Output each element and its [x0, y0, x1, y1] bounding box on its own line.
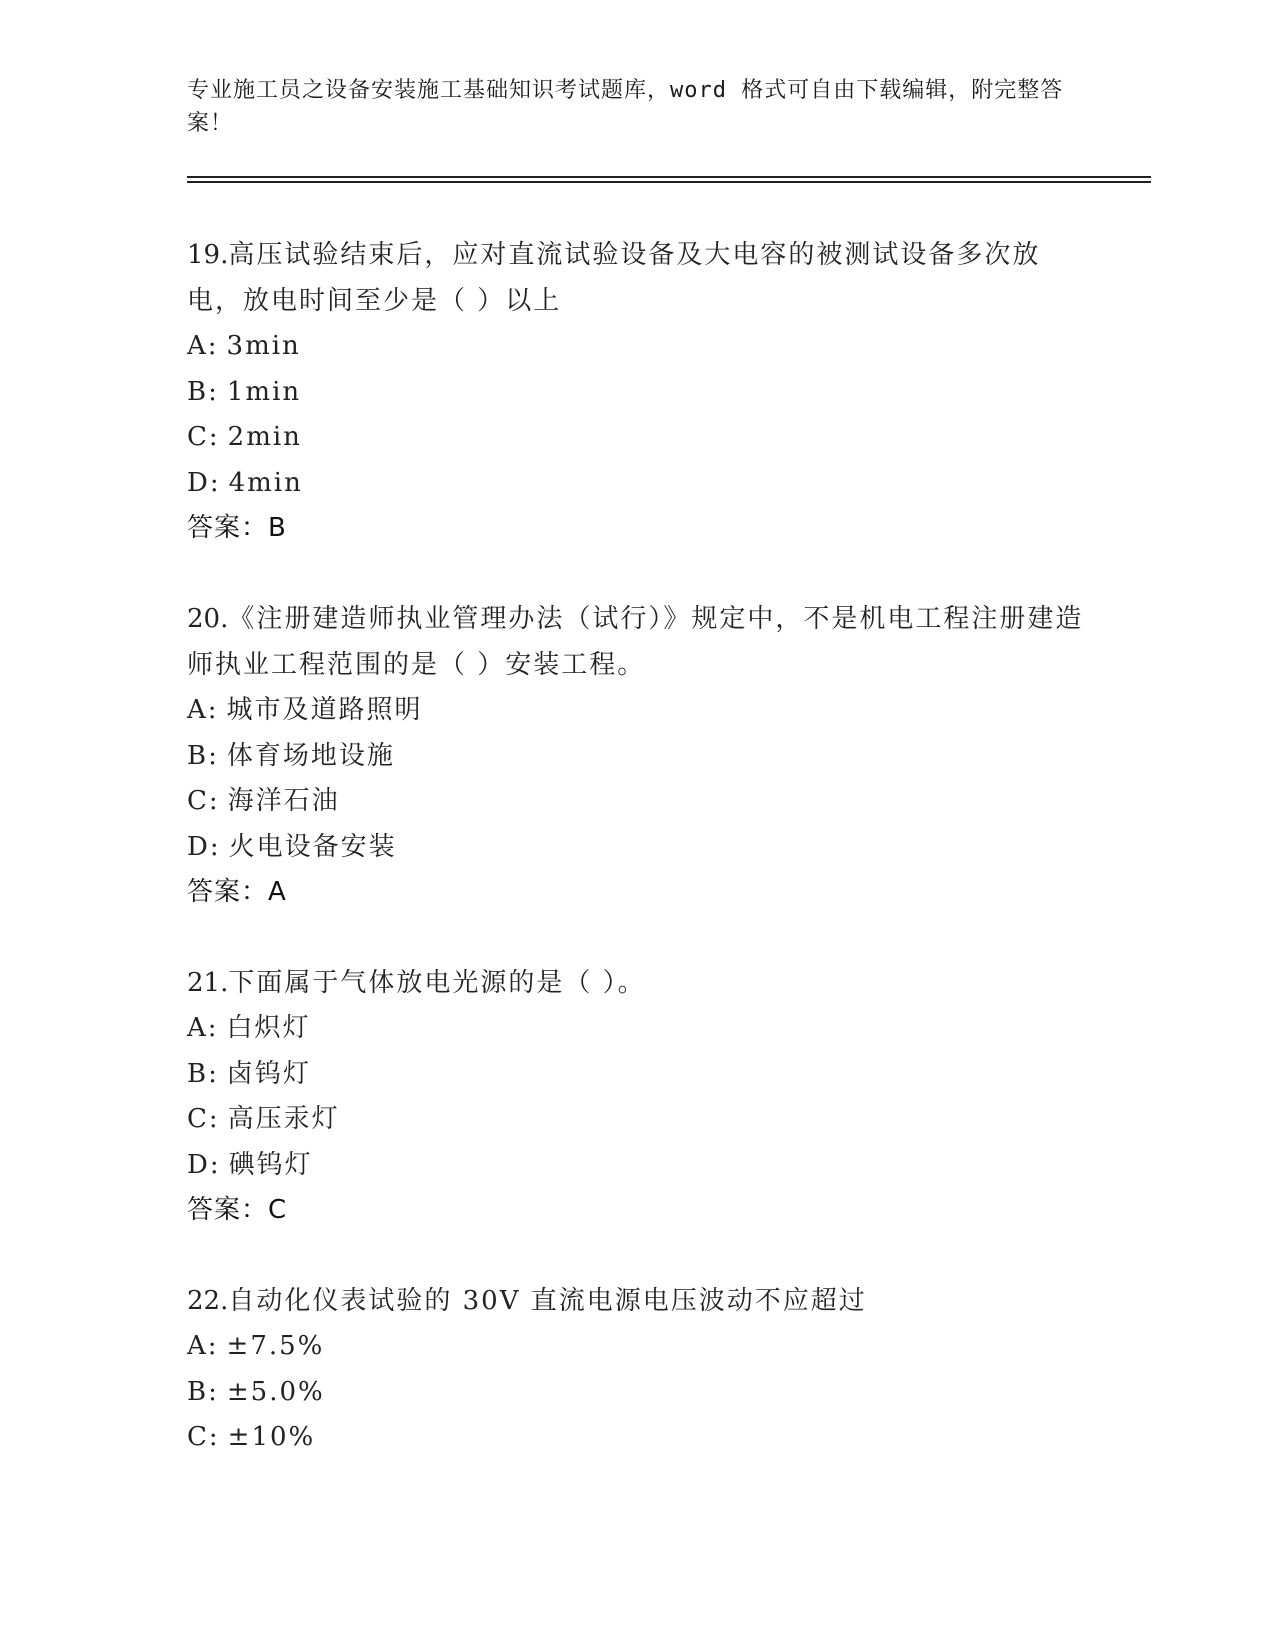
option-label: A:: [187, 1013, 219, 1043]
option-label: B:: [187, 376, 219, 407]
option-text: 海洋石油: [227, 786, 340, 816]
option-a: [187, 688, 1087, 734]
option-text: 火电设备安装: [228, 831, 397, 862]
option-label: C:: [187, 1422, 220, 1452]
question-number: 21.: [187, 968, 229, 998]
option-text: ±7.5%: [226, 1331, 325, 1361]
option-text: ±10%: [227, 1422, 316, 1452]
option-text: 体育场地设施: [226, 740, 395, 771]
option-label: A:: [187, 695, 219, 725]
option-label: C:: [187, 786, 220, 816]
option-b: [187, 1370, 1087, 1416]
question-list: [187, 232, 1087, 1506]
question-text: 高压试验结束后，应对直流试验设备及大电容的被测试设备多次放电，放电时间至少是（ ）以上: [187, 240, 1041, 316]
option-c: [187, 1097, 1087, 1143]
question-number: 20.: [187, 604, 229, 634]
question-number: 19.: [187, 240, 229, 270]
question-stem: [187, 960, 1087, 1006]
option-text: ±5.0%: [226, 1376, 325, 1407]
option-c: [187, 779, 1087, 825]
option-text: 高压汞灯: [227, 1104, 340, 1134]
option-label: B:: [187, 740, 219, 771]
option-label: A:: [187, 1331, 219, 1361]
option-label: D:: [187, 467, 221, 498]
question-20: [187, 596, 1087, 915]
option-b: [187, 734, 1087, 780]
question-21: [187, 960, 1087, 1233]
option-text: 2min: [227, 422, 302, 452]
option-text: 白炽灯: [226, 1013, 311, 1043]
option-label: B:: [187, 1376, 219, 1407]
header-divider-top: [187, 176, 1151, 178]
question-text: 下面属于气体放电光源的是（ ）。: [228, 968, 646, 998]
option-label: A:: [187, 331, 219, 361]
question-text: 《注册建造师执业管理办法（试行）》规定中，不是机电工程注册建造师执业工程范围的是（ ）安装工程。: [187, 604, 1084, 680]
answer-line: 答案：A: [187, 877, 287, 907]
answer-line: 答案：B: [187, 513, 287, 543]
option-label: C:: [187, 1104, 220, 1134]
option-b: [187, 1052, 1087, 1098]
option-text: 3min: [226, 331, 301, 361]
option-text: 碘钨灯: [228, 1149, 313, 1180]
option-d: [187, 825, 1087, 871]
option-label: C:: [187, 422, 220, 452]
question-number: 22.: [187, 1286, 229, 1316]
option-label: D:: [187, 1149, 221, 1180]
option-text: 城市及道路照明: [226, 695, 423, 725]
option-text: 1min: [226, 376, 302, 407]
question-stem: [187, 232, 1087, 324]
option-a: [187, 324, 1087, 370]
option-c: [187, 415, 1087, 461]
option-a: [187, 1006, 1087, 1052]
document-header: 专业施工员之设备安装施工基础知识考试题库，word 格式可自由下载编辑，附完整答案！: [187, 78, 1064, 136]
option-d: [187, 461, 1087, 507]
option-label: B:: [187, 1058, 219, 1089]
question-text: 自动化仪表试验的 30V 直流电源电压波动不应超过: [228, 1286, 867, 1316]
question-stem: [187, 596, 1087, 688]
option-text: 卤钨灯: [226, 1058, 311, 1089]
option-c: [187, 1415, 1087, 1461]
option-a: [187, 1324, 1087, 1370]
option-b: [187, 370, 1087, 416]
answer-line: 答案：C: [187, 1195, 288, 1225]
question-19: [187, 232, 1087, 551]
option-label: D:: [187, 831, 221, 862]
question-stem: [187, 1278, 1087, 1324]
option-d: [187, 1143, 1087, 1189]
option-text: 4min: [228, 467, 303, 498]
header-divider-bottom: [187, 181, 1151, 183]
question-22: [187, 1278, 1087, 1461]
